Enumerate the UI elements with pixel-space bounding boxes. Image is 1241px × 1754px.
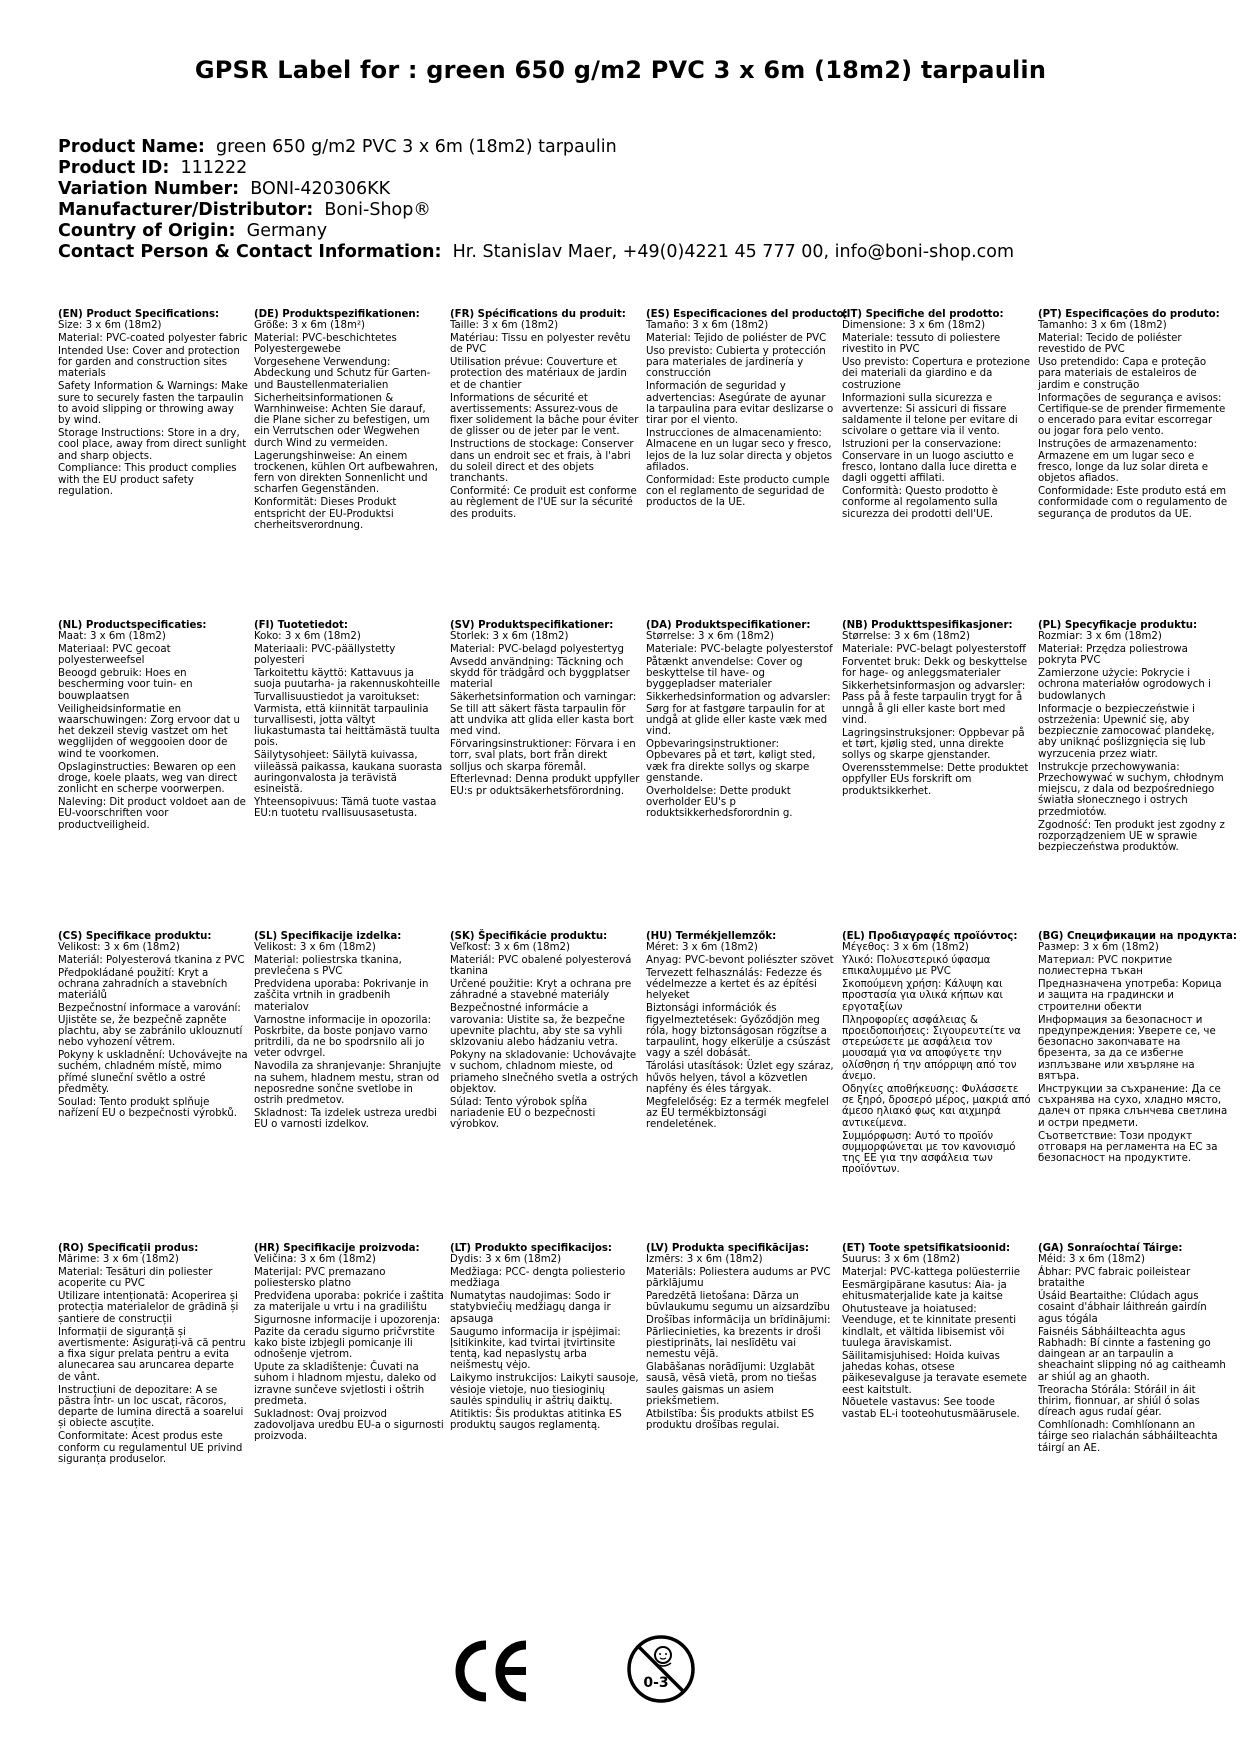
spec-line: Størrelse: 3 x 6m (18m2) [646, 631, 774, 643]
info-label: Manufacturer/Distributor: [58, 200, 314, 220]
spec-line: Úsáid Beartaithe: Clúdach agus cosaint d'ábhair láithreán gairdín agus tógála [1038, 1291, 1207, 1325]
spec-line: Méid: 3 x 6m (18m2) [1038, 1254, 1145, 1266]
spec-line: Sikkerhedsinformation og advarsler: Sørg for at fastgøre tarpaulin for at undgå at glide eller kaste væk med vind. [646, 692, 831, 738]
spec-line: Opslaginstructies: Bewaren op een droge, koele plaats, weg van direct zonlicht en scherpe voorwerpen. [58, 761, 238, 796]
spec-line: Materiál: PVC obalené polyesterová tkanina [450, 955, 632, 978]
spec-line: Conformité: Ce produit est conforme au règlement de l'UE sur la sécurité des produits. [450, 485, 637, 520]
spec-line: Compliance: This product complies with the EU product safety regulation. [58, 463, 237, 497]
spec-line: Materiál: Polyesterová tkanina z PVC [58, 955, 245, 967]
info-value: BONI-420306KK [250, 179, 391, 199]
spec-block [1038, 309, 1228, 521]
variation-number-row [58, 179, 1014, 200]
spec-line: Maat: 3 x 6m (18m2) [58, 631, 166, 643]
spec-line: Yhteensopivuus: Tämä tuote vastaa EU:n tuotetu rvallisuusasetusta. [254, 796, 437, 820]
spec-line: Material: PVC-belagd polyestertyg [450, 644, 625, 656]
spec-line: Οδηγίες αποθήκευσης: Φυλάσσετε σε ξηρό, δροσερό μέρος, μακριά από άμεσο ηλιακό φως και αιχμηρά αντικείμενα. [842, 1083, 1031, 1129]
not-for-children-0-3-icon [625, 1633, 697, 1705]
spec-line: Súlad: Tento výrobok spĺňa nariadenie EÚ o bezpečnosti výrobkov. [450, 1096, 596, 1131]
spec-block [842, 1243, 1032, 1421]
spec-heading: (HR) Specifikacije proizvoda: [254, 1243, 420, 1254]
spec-line: Информация за безопасност и предупреждения: Уверете се, че безопасно закопчавате на брезента, за да се избегне изплъзване или хвърляне на вятъра. [1038, 1014, 1216, 1083]
info-label: Contact Person & Contact Information: [58, 242, 442, 262]
spec-line: Storlek: 3 x 6m (18m2) [450, 631, 569, 643]
spec-line: Material: Tejido de poliéster de PVC [646, 333, 827, 345]
spec-line: Dydis: 3 x 6m (18m2) [450, 1254, 562, 1266]
spec-line: Opbevaringsinstruktioner: Opbevares på et tørt, køligt sted, væk fra direkte sollys og skarpe genstande. [646, 738, 816, 784]
spec-block [646, 309, 848, 510]
info-value: green 650 g/m2 PVC 3 x 6m (18m2) tarpaulin [216, 137, 617, 157]
spec-line: Размер: 3 x 6m (18m2) [1038, 942, 1159, 954]
spec-line: Predviđena uporaba: pokriće i zaštita za materijale u vrtu i na gradilištu [254, 1291, 444, 1314]
spec-line: Bezpečnostné informácie a varovania: Uistite sa, že bezpečne upevnite plachtu, aby ste sa vyhli sklzovaniu alebo hádzaniu vetra. [450, 1003, 625, 1049]
spec-block [1038, 620, 1228, 855]
spec-line: Informações de segurança e avisos: Certifique-se de prender firmemente o encerado para evitar escorregar ou jogar fora pelo vento. [1038, 392, 1226, 438]
spec-line: Mărime: 3 x 6m (18m2) [58, 1254, 179, 1266]
info-label: Variation Number: [58, 179, 240, 199]
spec-line: Πληροφορίες ασφάλειας & προειδοποιήσεις: Σιγουρευτείτε να στερεώσετε με ασφάλεια τον μουσαμά για να αποφύγετε την ολίσθηση ή την απόρριψη από τον άνεμο. [842, 1014, 1021, 1083]
spec-line: Nõuetele vastavus: See toode vastab EL-i tooteohutusmäärusele. [842, 1397, 1020, 1420]
spec-heading: (PL) Specyfikacje produktu: [1038, 620, 1198, 631]
spec-line: Laikymo instrukcijos: Laikyti sausoje, vėsioje vietoje, nuo tiesioginių saulės spindulių ir aštrių daiktų. [450, 1373, 639, 1407]
spec-heading: (HU) Termékjellemzők: [646, 931, 777, 942]
spec-line: Säilytysohjeet: Säilytä kuivassa, viileässä paikassa, kaukana suorasta auringonvalosta ja terävistä esineistä. [254, 750, 443, 796]
spec-line: Lagringsinstruksjoner: Oppbevar på et tørt, kjølig sted, unna direkte sollys og skarpe gjenstander. [842, 727, 1025, 762]
spec-line: Tarkoitettu käyttö: Kattavuus ja suoja puutarha- ja rakennuskohteille [254, 668, 441, 691]
info-label: Product Name: [58, 137, 205, 157]
spec-line: Glabāšanas norādījumi: Uzglabāt sausā, vēsā vietā, prom no tiešas saules gaismas un asiem priekšmetiem. [646, 1361, 817, 1407]
spec-line: Soulad: Tento produkt splňuje nařízení EU o bezpečnosti výrobků. [58, 1096, 237, 1119]
spec-line: Instrukcje przechowywania: Przechowywać w suchym, chłodnym miejscu, z dala od bezpośredniego światła słonecznego i ostrych przedmiotów. [1038, 761, 1224, 818]
contact-row [58, 242, 1014, 263]
spec-block [646, 931, 836, 1132]
certification-marks [0, 1637, 1241, 1717]
spec-line: Sukladnost: Ovaj proizvod zadovoljava uredbu EU-a o sigurnosti proizvoda. [254, 1408, 444, 1443]
spec-line: Atbilstība: Šis produkts atbilst ES produktu drošības regulai. [646, 1408, 815, 1431]
spec-block [58, 1243, 248, 1467]
spec-line: Rozmiar: 3 x 6m (18m2) [1038, 631, 1162, 643]
spec-block [450, 931, 640, 1132]
spec-line: Veličina: 3 x 6m (18m2) [254, 1254, 376, 1266]
spec-line: Съответствие: Този продукт отговаря на регламента на ЕС за безопасност на продуктите. [1038, 1130, 1218, 1165]
spec-line: Størrelse: 3 x 6m (18m2) [842, 631, 970, 643]
spec-line: Safety Information & Warnings: Make sure to securely fasten the tarpaulin to avoid slipping or throwing away by wind. [58, 381, 248, 427]
spec-line: Instruções de armazenamento: Armazene em um lugar seco e fresco, longe da luz solar direta e objetos afiados. [1038, 439, 1209, 485]
spec-line: Varnostne informacije in opozorila: Poskrbite, da boste ponjavo varno pritrdili, da ne bo spodrsnilo ali jo veter odvrgel. [254, 1014, 431, 1060]
spec-line: Informations de sécurité et avertissements: Assurez-vous de fixer solidement la bâche pour éviter de glisser ou de jeter par le vent. [450, 392, 639, 438]
spec-block [254, 931, 444, 1132]
info-value: 111222 [180, 158, 248, 178]
spec-line: Anyag: PVC-bevont poliészter szövet [646, 955, 834, 967]
spec-line: Lagerungshinweise: An einem trockenen, kühlen Ort aufbewahren, fern von direkten Sonnenlicht und scharfen Gegenständen. [254, 450, 438, 496]
info-value: Hr. Stanislav Maer, +49(0)4221 45 777 00, info@boni-shop.com [452, 242, 1015, 262]
spec-line: Comhlíonadh: Comhlíonann an táirge seo rialachán sábháilteachta táirgí an AE. [1038, 1419, 1218, 1454]
spec-line: Säilitamisjuhised: Hoida kuivas jahedas kohas, otsese päikesevalguse ja teravate esemete eest kaitstult. [842, 1350, 1027, 1396]
spec-line: Materiale: PVC-belagt polyesterstoff [842, 644, 1026, 656]
product-name-row [58, 137, 1014, 158]
spec-line: Taille: 3 x 6m (18m2) [450, 320, 559, 332]
spec-line: Ohutusteave ja hoiatused: Veenduge, et te kinnitate presenti kindlalt, et vältida libisemist või tuulega äraviskamist. [842, 1303, 1017, 1349]
spec-line: Material: Tesături din poliester acoperite cu PVC [58, 1267, 213, 1290]
spec-block [842, 620, 1032, 798]
spec-block [450, 1243, 640, 1433]
ce-mark-icon [452, 1637, 532, 1705]
spec-line: Materiaali: PVC-päällystetty polyesteri [254, 644, 396, 667]
spec-line: Treoracha Stórála: Stóráil in áit thirim, fionnuar, ar shiúl ó solas díreach agus rudaí géar. [1038, 1384, 1200, 1419]
spec-line: Koko: 3 x 6m (18m2) [254, 631, 361, 643]
spec-block [1038, 931, 1237, 1166]
spec-line: Conformitate: Acest produs este conform cu regulamentul UE privind siguranța produselor. [58, 1431, 243, 1465]
spec-block [254, 309, 444, 533]
spec-line: Предназначена употреба: Корица и защита на градински и строителни обекти [1038, 979, 1222, 1013]
spec-line: Materiāls: Poliestera audums ar PVC pārklājumu [646, 1267, 831, 1290]
spec-line: Förvaringsinstruktioner: Förvara i en torr, sval plats, bort från direkt solljus och skarpa föremål. [450, 738, 636, 773]
spec-line: Σκοπούμενη χρήση: Κάλυψη και προστασία για υλικά κήπων και εργοταξίων [842, 979, 1003, 1013]
spec-line: Informacje o bezpieczeństwie i ostrzeżenia: Upewnić się, aby bezpiecznie zamocować plandekę, aby uniknąć poślizgnięcia się lub wyrzucenia przez wiatr. [1038, 703, 1215, 760]
spec-line: Tamanho: 3 x 6m (18m2) [1038, 320, 1167, 332]
info-label: Country of Origin: [58, 221, 236, 241]
spec-line: Säkerhetsinformation och varningar: Se till att säkert fästa tarpaulin för att undvika att glida eller kasta bort med vind. [450, 692, 637, 738]
spec-line: Bezpečnostní informace a varování: Ujistěte se, že bezpečně zapněte plachtu, aby se zabránilo uklouznutí nebo vyhození větrem. [58, 1003, 243, 1049]
spec-line: Material: poliestrska tkanina, prevlečena s PVC [254, 955, 402, 978]
spec-heading: (SV) Produktspecifikationer: [450, 620, 614, 631]
spec-heading: (DE) Produktspezifikationen: [254, 309, 420, 320]
spec-line: Ábhar: PVC fabraic poileistear brataithe [1038, 1267, 1191, 1290]
spec-heading: (SL) Specifikacije izdelka: [254, 931, 402, 942]
spec-line: Numatytas naudojimas: Sodo ir statybviečių medžiagų danga ir apsauga [450, 1291, 611, 1325]
page-title: GPSR Label for : green 650 g/m2 PVC 3 x 6m (18m2) tarpaulin [194, 56, 1047, 84]
spec-line: Efterlevnad: Denna produkt uppfyller EU:s pr oduktsäkerhetsförordning. [450, 774, 640, 797]
spec-line: Skladnost: Ta izdelek ustreza uredbi EU o varnosti izdelkov. [254, 1107, 438, 1131]
spec-heading: (SK) Špecifikácie produktu: [450, 931, 608, 942]
spec-line: Μέγεθος: 3 x 6m (18m2) [842, 942, 969, 954]
spec-block [254, 620, 444, 821]
spec-line: Faisnéis Sábháilteachta agus Rabhadh: Bí cinnte a fastening go daingean ar an tarpaulin a sheachaint slipping nó ag caitheamh ar shiúl ag an ghaoth. [1038, 1326, 1226, 1383]
spec-line: Materiaal: PVC gecoat polyesterweefsel [58, 644, 171, 667]
spec-line: Upute za skladištenje: Čuvati na suhom i hladnom mjestu, daleko od izravne sunčeve svjetlosti i oštrih predmeta. [254, 1361, 437, 1407]
spec-line: Tárolási utasítások: Üzlet egy száraz, hűvös helyen, távol a közvetlen napfény és éles tárgyak. [646, 1061, 834, 1095]
spec-heading: (GA) Sonraíochtaí Táirge: [1038, 1243, 1183, 1254]
spec-line: Konformität: Dieses Produkt entspricht der EU-Produktsi cherheitsverordnung. [254, 497, 397, 531]
spec-block [646, 620, 836, 821]
spec-line: Utilisation prévue: Couverture et protection des matériaux de jardin et de chantier [450, 357, 627, 391]
spec-block [646, 1243, 836, 1433]
spec-line: Instrucțiuni de depozitare: A se păstra într- un loc uscat, răcoros, departe de lumina directă a soarelui și obiecte ascuțite. [58, 1384, 244, 1430]
spec-line: Conformità: Questo prodotto è conforme al regolamento sulla sicurezza dei prodotti dell'UE. [842, 485, 998, 520]
spec-line: Intended Use: Cover and protection for garden and construction sites materials [58, 345, 240, 380]
spec-line: Saugumo informacija ir įspėjimai: Įsitikinkite, kad tvirtai įtvirtinsite tentą, kad nepaslystų arba neišmestų vėjo. [450, 1326, 621, 1372]
info-label: Product ID: [58, 158, 170, 178]
spec-heading: (EL) Προδιαγραφές προϊόντος: [842, 931, 1018, 942]
spec-line: Instructions de stockage: Conserver dans un endroit sec et frais, à l'abri du soleil direct et des objets tranchants. [450, 439, 634, 485]
spec-line: Material: PVC-coated polyester fabric [58, 333, 248, 345]
spec-heading: (BG) Спецификации на продукта: [1038, 931, 1237, 942]
spec-line: Izmērs: 3 x 6m (18m2) [646, 1254, 763, 1266]
spec-heading: (PT) Especificações do produto: [1038, 309, 1220, 320]
spec-heading: (NL) Productspecificaties: [58, 620, 207, 631]
spec-block [58, 309, 248, 499]
spec-block [842, 931, 1032, 1177]
spec-line: Vorgesehene Verwendung: Abdeckung und Schutz für Garten- und Baustellenmaterialien [254, 357, 431, 391]
spec-line: Material: Tecido de poliéster revestido de PVC [1038, 333, 1182, 356]
spec-line: Uso previsto: Copertura e protezione dei materiali da giardino e da costruzione [842, 357, 1030, 391]
spec-line: Předpokládané použití: Kryt a ochrana zahradních a stavebních materiálů [58, 967, 228, 1002]
manufacturer-row [58, 200, 1014, 221]
spec-line: Uso previsto: Cubierta y protección para materiales de jardinería y construcción [646, 345, 826, 380]
spec-heading: (ES) Especificaciones del producto: [646, 309, 848, 320]
spec-line: Материал: PVC покритие полиестерна тъкан [1038, 955, 1173, 978]
spec-line: Size: 3 x 6m (18m2) [58, 320, 162, 332]
spec-heading: (DA) Produktspecifikationer: [646, 620, 811, 631]
spec-line: Materjal: PVC-kattega polüesterriie [842, 1267, 1021, 1279]
spec-line: Overholdelse: Dette produkt overholder EU's p roduktsikkerhedsforordnin g. [646, 785, 793, 820]
spec-line: Material: PVC-beschichtetes Polyestergewebe [254, 333, 397, 356]
spec-line: Größe: 3 x 6m (18m²) [254, 320, 365, 332]
spec-line: Naleving: Dit product voldoet aan de EU-voorschriften voor productveiligheid. [58, 796, 246, 831]
spec-line: Velikost: 3 x 6m (18m2) [58, 942, 180, 954]
spec-line: Matériau: Tissu en polyester revêtu de PVC [450, 333, 631, 356]
spec-line: Predvidena uporaba: Pokrivanje in zaščita vrtnih in gradbenih materialov [254, 979, 429, 1013]
spec-line: Инструкции за съхранение: Да се съхранява на сухо, хладно място, далеч от пряка слънчева светлина и остри предмети. [1038, 1083, 1228, 1129]
spec-line: Eesmärgipärane kasutus: Aia- ja ehitusmaterjalide kate ja kaitse [842, 1279, 1007, 1303]
spec-line: Materiale: tessuto di poliestere rivestito in PVC [842, 333, 1001, 356]
spec-line: Sikkerhetsinformasjon og advarsler: Pass på å feste tarpaulin trygt for å unngå å gli eller kaste bort med vind. [842, 680, 1026, 726]
spec-line: Dimensione: 3 x 6m (18m2) [842, 320, 986, 332]
spec-line: Veľkosť: 3 x 6m (18m2) [450, 942, 570, 954]
spec-line: Pokyny k uskladnění: Uchovávejte na suchém, chladném místě, mimo přímé sluneční světlo a ostré předměty. [58, 1049, 248, 1095]
info-value: Boni-Shop® [324, 200, 431, 220]
spec-heading: (LV) Produkta specifikācijas: [646, 1243, 809, 1254]
spec-line: Beoogd gebruik: Hoes en bescherming voor tuin- en bouwplaatsen [58, 668, 193, 702]
age-range-label: 0-3 [643, 1675, 669, 1691]
spec-heading: (EN) Product Specifications: [58, 309, 220, 320]
spec-block [254, 1243, 444, 1444]
spec-line: Συμμόρφωση: Αυτό το προϊόν συμμορφώνεται με τον κανονισμό της ΕΕ για την ασφάλεια των προϊόντων. [842, 1130, 1016, 1176]
spec-line: Istruzioni per la conservazione: Conservare in un luogo asciutto e fresco, lontano dalla luce diretta e dagli oggetti affilati. [842, 439, 1017, 485]
spec-line: Utilizare intenționată: Acoperirea și protecția materialelor de grădină și șantiere de construcții [58, 1291, 239, 1325]
spec-line: Tamaño: 3 x 6m (18m2) [646, 320, 769, 332]
spec-line: Conformidade: Este produto está em conformidade com o regulamento de segurança de produtos da UE. [1038, 485, 1228, 520]
spec-line: Avsedd användning: Täckning och skydd för trädgård och byggplatser material [450, 656, 630, 691]
spec-line: Información de seguridad y advertencias: Asegúrate de ayunar la tarpaulina para evitar deslizarse o tirar por el viento. [646, 381, 834, 427]
spec-block [58, 931, 248, 1121]
spec-line: Paredzētā lietošana: Dārza un būvlaukumu segumu un aizsardzību [646, 1291, 830, 1314]
country-of-origin-row [58, 221, 1014, 242]
spec-heading: (IT) Specifiche del prodotto: [842, 309, 1004, 320]
spec-line: Informații de siguranță și avertismente: Asigurați-vă că pentru a fixa sigur prelata pentru a evita alunecarea sau aruncarea departe de vânt. [58, 1326, 246, 1383]
spec-line: Suurus: 3 x 6m (18m2) [842, 1254, 960, 1266]
spec-line: Storage Instructions: Store in a dry, cool place, away from direct sunlight and sharp objects. [58, 427, 247, 462]
spec-line: Tervezett felhasználás: Fedezze és védelmezze a kertet és az építési helyeket [646, 967, 822, 1002]
spec-line: Instrucciones de almacenamiento: Almacene en un lugar seco y fresco, lejos de la luz solar directa y objetos afilados. [646, 427, 833, 473]
spec-line: Zamierzone użycie: Pokrycie i ochrona materiałów ogrodowych i budowlanych [1038, 668, 1211, 702]
spec-line: Turvallisuustiedot ja varoitukset: Varmista, että kiinnität tarpaulinia turvallisesti, jotta vältyt liukastumasta tai heittämästä tuulta pois. [254, 692, 440, 749]
spec-heading: (RO) Specificații produs: [58, 1243, 199, 1254]
spec-line: Méret: 3 x 6m (18m2) [646, 942, 758, 954]
info-value: Germany [246, 221, 328, 241]
spec-line: Drošības informācija un brīdinājumi: Pārliecinieties, ka brezents ir droši piestiprināts, lai neslīdētu vai nemestu vējā. [646, 1315, 831, 1361]
spec-line: Zgodność: Ten produkt jest zgodny z rozporządzeniem UE w sprawie bezpieczeństwa produktów. [1038, 819, 1225, 854]
spec-heading: (NB) Produkttspesifikasjoner: [842, 620, 1013, 631]
spec-line: Megfelelőség: Ez a termék megfelel az EU termékbiztonsági rendeletének. [646, 1096, 829, 1131]
spec-line: Materijal: PVC premazano poliestersko platno [254, 1267, 386, 1290]
spec-line: Overensstemmelse: Dette produktet oppfyller EUs forskrift om produktsikkerhet. [842, 763, 1029, 797]
spec-line: Υλικό: Πολυεστερικό ύφασμα επικαλυμμένο με PVC [842, 955, 991, 978]
spec-heading: (ET) Toote spetsifikatsioonid: [842, 1243, 1011, 1254]
spec-line: Atitiktis: Šis produktas atitinka ES produktų saugos reglamentą. [450, 1408, 622, 1431]
spec-line: Uso pretendido: Capa e proteção para materiais de estaleiros de jardim e construção [1038, 357, 1207, 391]
spec-block [450, 620, 640, 798]
spec-line: Sigurnosne informacije i upozorenja: Pazite da ceradu sigurno pričvrstite kako biste izbjegli pomicanje ili odnošenje vjetrom. [254, 1315, 441, 1361]
spec-line: Určené použitie: Kryt a ochrana pre záhradné a stavebné materiály [450, 979, 632, 1002]
spec-heading: (FR) Spécifications du produit: [450, 309, 626, 320]
spec-line: Informazioni sulla sicurezza e avvertenze: Si assicuri di fissare saldamente il telone per evitare di scivolare o gettare via il vento. [842, 392, 1018, 438]
spec-line: Navodila za shranjevanje: Shranjujte na suhem, hladnem mestu, stran od neposredne sončne svetlobe in ostrih predmetov. [254, 1061, 442, 1107]
spec-line: Forventet bruk: Dekk og beskyttelse for hage- og anleggsmaterialer [842, 656, 1028, 680]
spec-line: Materiale: PVC-belagte polyesterstof [646, 644, 833, 656]
spec-block [58, 620, 248, 832]
spec-line: Sicherheitsinformationen & Warnhinweise: Achten Sie darauf, die Plane sicher zu befestigen, um ein Verrutschen oder Wegwehen durch Wind zu vermeiden. [254, 392, 430, 449]
spec-block [450, 309, 640, 521]
spec-line: Biztonsági információk és figyelmeztetések: Győződjön meg róla, hogy biztonságosan rögzítse a tarpaulint, hogy elkerülje a csúszást vagy a szél dobását. [646, 1003, 831, 1060]
spec-line: Påtænkt anvendelse: Cover og beskyttelse til have- og byggepladser materialer [646, 656, 803, 691]
spec-line: Medžiaga: PCC- dengta poliesterio medžiaga [450, 1267, 626, 1290]
spec-line: Veiligheidsinformatie en waarschuwingen: Zorg ervoor dat u het dekzeil stevig vastzet om het wegglijden of weggooien door de wind te voorkomen. [58, 703, 241, 760]
spec-heading: (FI) Tuotetiedot: [254, 620, 348, 631]
spec-block [842, 309, 1032, 521]
spec-line: Conformidad: Este producto cumple con el reglamento de seguridad de productos de la UE. [646, 474, 830, 509]
spec-line: Materiał: Przędza poliestrowa pokryta PVC [1038, 644, 1188, 667]
spec-heading: (CS) Specifikace produktu: [58, 931, 212, 942]
spec-line: Velikost: 3 x 6m (18m2) [254, 942, 376, 954]
product-id-row [58, 158, 1014, 179]
spec-line: Pokyny na skladovanie: Uchovávajte v suchom, chladnom mieste, od priameho slnečného svetla a ostrých objektov. [450, 1049, 639, 1095]
product-info [58, 137, 1014, 263]
spec-heading: (LT) Produkto specifikacijos: [450, 1243, 612, 1254]
spec-block [1038, 1243, 1228, 1455]
